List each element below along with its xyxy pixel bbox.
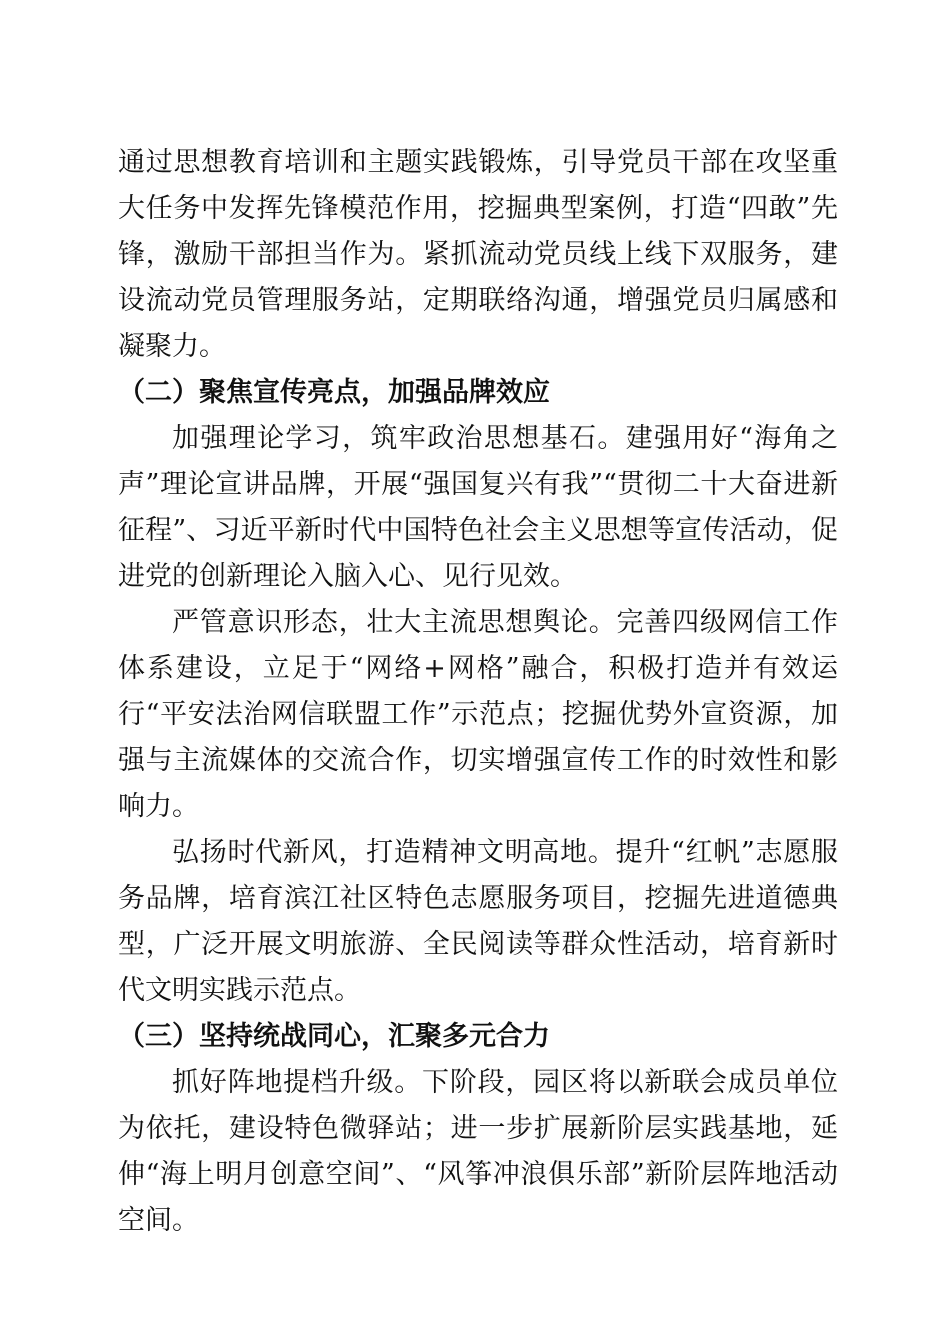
paragraph-party-education: 通过思想教育培训和主题实践锻炼，引导党员干部在攻坚重大任务中发挥先锋模范作用，挖掘典型案例，打造“四敢”先锋，激励干部担当作为。紧抓流动党员线上线下双服务，建设流动党员管理服务站，定期联络沟通，增强党员归属感和凝聚力。 [118, 147, 838, 362]
paragraph-theory-study: 加强理论学习，筑牢政治思想基石。建强用好“海角之声”理论宣讲品牌，开展“强国复兴有我”“贯彻二十大奋进新征程”、习近平新时代中国特色社会主义思想等宣传活动，促进党的创新理论入脑入心、见行见效。 [118, 423, 838, 592]
section-heading-publicity: （二）聚焦宣传亮点，加强品牌效应 [118, 377, 550, 408]
paragraph-civilization: 弘扬时代新风，打造精神文明高地。提升“红帆”志愿服务品牌，培育滨江社区特色志愿服务项目，挖掘先进道德典型，广泛开展文明旅游、全民阅读等群众性活动，培育新时代文明实践示范点。 [118, 837, 838, 1006]
paragraph-ideology: 严管意识形态，壮大主流思想舆论。完善四级网信工作体系建设，立足于“网络+网格”融合，积极打造并有效运行“平安法治网信联盟工作”示范点；挖掘优势外宣资源，加强与主流媒体的交流合作，切实增强宣传工作的时效性和影响力。 [118, 607, 838, 822]
document-body [118, 140, 838, 1244]
paragraph-base-upgrade: 抓好阵地提档升级。下阶段，园区将以新联会成员单位为依托，建设特色微驿站；进一步扩展新阶层实践基地，延伸“海上明月创意空间”、“风筝冲浪俱乐部”新阶层阵地活动空间。 [118, 1067, 838, 1236]
section-heading-united-front: （三）坚持统战同心，汇聚多元合力 [118, 1021, 550, 1052]
